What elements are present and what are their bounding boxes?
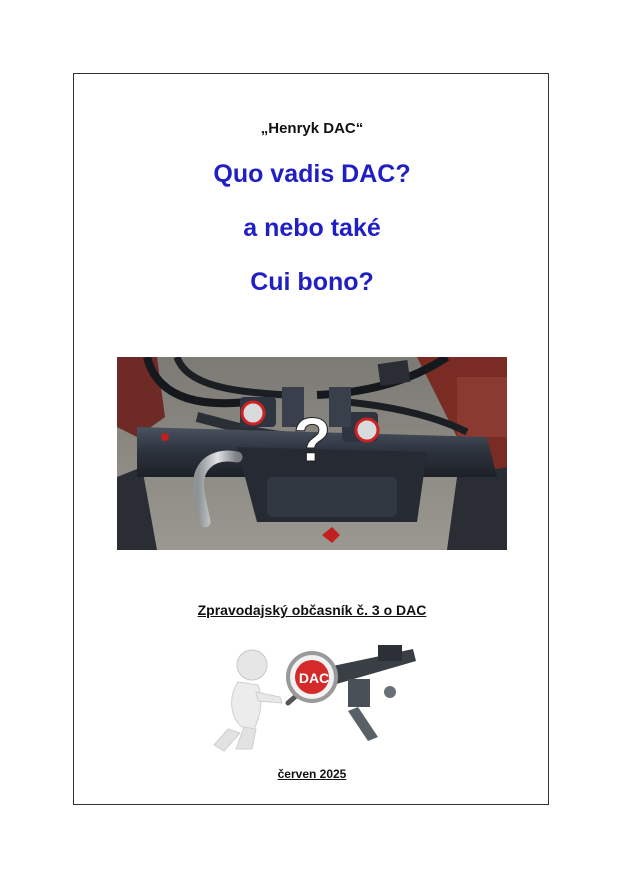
date: červen 2025 xyxy=(277,767,347,781)
title-line-1: Quo vadis DAC? xyxy=(213,160,411,188)
magnifier-figure-illustration xyxy=(208,637,418,753)
question-mark: ? xyxy=(293,406,331,475)
title-line-2: a nebo také xyxy=(243,214,381,242)
subtitle: Zpravodajský občasník č. 3 o DAC xyxy=(197,602,427,618)
magnifier-label: DAC xyxy=(298,670,330,686)
coupler-photo xyxy=(117,357,507,550)
title-line-3: Cui bono? xyxy=(250,268,374,296)
author-line: „Henryk DAC“ xyxy=(260,120,364,137)
